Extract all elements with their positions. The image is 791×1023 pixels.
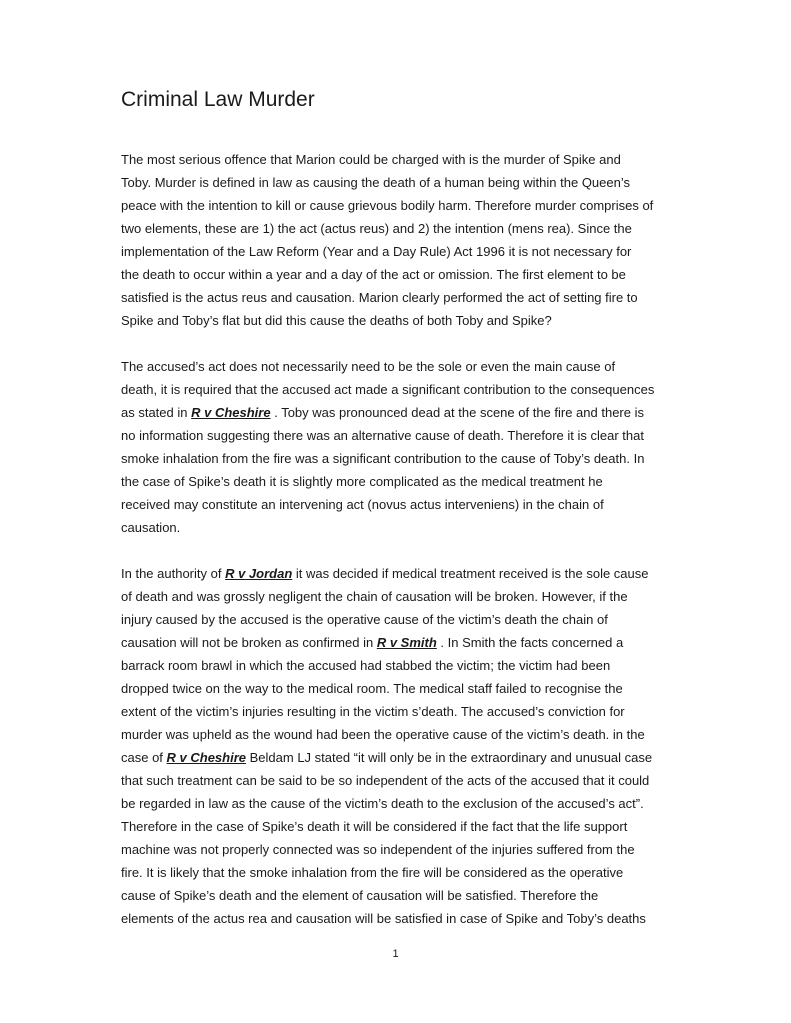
text-segment: the case of Spike’s death it is slightly more complicated as the medical treatment he: [121, 474, 603, 489]
text-line: [121, 746, 673, 769]
paragraph: [121, 562, 673, 930]
text-segment: as stated in: [121, 405, 192, 420]
text-segment: cause of Spike’s death and the element of causation will be satisfied. Therefore the: [121, 888, 599, 903]
page-number: 1: [392, 948, 399, 960]
text-line: [121, 769, 673, 792]
text-line: [121, 585, 673, 608]
paragraph: [121, 148, 673, 332]
text-segment: Spike and Toby’s flat but did this cause the deaths of both Toby and Spike?: [121, 313, 552, 328]
text-segment: machine was not properly connected was so independent of the injuries suffered from the: [121, 842, 635, 857]
text-line: [121, 815, 673, 838]
text-segment: it was decided if medical treatment received is the sole cause: [292, 566, 649, 581]
text-segment: Toby. Murder is defined in law as causing the death of a human being within the Queen’s: [121, 175, 630, 190]
text-line: [121, 562, 673, 585]
text-segment: no information suggesting there was an alternative cause of death. Therefore it is clear that: [121, 428, 644, 443]
text-line: [121, 493, 673, 516]
text-segment: peace with the intention to kill or cause grievous bodily harm. Therefore murder comprises of: [121, 198, 654, 213]
text-line: [121, 516, 673, 539]
text-line: [121, 907, 673, 930]
text-segment: causation.: [121, 520, 181, 535]
text-segment: that such treatment can be said to be so independent of the acts of the accused that it could: [121, 773, 650, 788]
text-line: [121, 309, 673, 332]
text-segment: smoke inhalation from the fire was a significant contribution to the cause of Toby’s death. In: [121, 451, 645, 466]
text-segment: fire. It is likely that the smoke inhalation from the fire will be considered as the operative: [121, 865, 624, 880]
text-segment: barrack room brawl in which the accused had stabbed the victim; the victim had been: [121, 658, 611, 673]
text-segment: Therefore in the case of Spike’s death it will be considered if the fact that the life support: [121, 819, 628, 834]
text-segment: In the authority of: [121, 566, 226, 581]
text-line: [121, 608, 673, 631]
text-line: [121, 677, 673, 700]
text-line: [121, 217, 673, 240]
text-segment: murder was upheld as the wound had been the operative cause of the victim’s death. in the: [121, 727, 645, 742]
text-segment: be regarded in law as the cause of the victim’s death to the exclusion of the accused’s act”.: [121, 796, 644, 811]
text-line: [121, 240, 673, 263]
case-citation: R v Jordan: [225, 566, 293, 581]
text-line: [121, 286, 673, 309]
text-line: [121, 470, 673, 493]
text-segment: satisfied is the actus reus and causation. Marion clearly performed the act of setting fire to: [121, 290, 638, 305]
text-segment: The accused’s act does not necessarily need to be the sole or even the main cause of: [121, 359, 616, 374]
text-line: [121, 792, 673, 815]
text-segment: received may constitute an intervening act (novus actus interveniens) in the chain of: [121, 497, 604, 512]
text-line: [121, 861, 673, 884]
text-segment: . Toby was pronounced dead at the scene of the fire and there is: [270, 405, 644, 420]
text-line: [121, 171, 673, 194]
text-segment: injury caused by the accused is the operative cause of the victim’s death the chain of: [121, 612, 608, 627]
text-segment: implementation of the Law Reform (Year and a Day Rule) Act 1996 it is not necessary for: [121, 244, 632, 259]
text-line: [121, 723, 673, 746]
case-citation: R v Cheshire: [191, 405, 271, 420]
case-citation: R v Smith: [376, 635, 437, 650]
document-body: [121, 148, 673, 953]
text-line: [121, 378, 673, 401]
text-segment: The most serious offence that Marion could be charged with is the murder of Spike and: [121, 152, 621, 167]
text-segment: Beldam LJ stated “it will only be in the extraordinary and unusual case: [246, 750, 653, 765]
text-line: [121, 401, 673, 424]
text-line: [121, 838, 673, 861]
text-line: [121, 631, 673, 654]
text-line: [121, 194, 673, 217]
text-line: [121, 700, 673, 723]
text-segment: dropped twice on the way to the medical room. The medical staff failed to recognise the: [121, 681, 623, 696]
text-line: [121, 884, 673, 907]
text-segment: elements of the actus rea and causation will be satisfied in case of Spike and Toby’s deaths: [121, 911, 646, 926]
text-line: [121, 263, 673, 286]
text-segment: extent of the victim’s injuries resulting in the victim s’death. The accused’s conviction for: [121, 704, 625, 719]
text-segment: the death to occur within a year and a day of the act or omission. The first element to be: [121, 267, 626, 282]
document-title: Criminal Law Murder: [121, 88, 315, 111]
text-segment: . In Smith the facts concerned a: [436, 635, 624, 650]
text-line: [121, 654, 673, 677]
text-segment: two elements, these are 1) the act (actus reus) and 2) the intention (mens rea). Since the: [121, 221, 632, 236]
text-segment: of death and was grossly negligent the chain of causation will be broken. However, if the: [121, 589, 628, 604]
text-segment: case of: [121, 750, 167, 765]
text-line: [121, 148, 673, 171]
case-citation: R v Cheshire: [166, 750, 247, 765]
text-segment: causation will not be broken as confirmed in: [121, 635, 377, 650]
text-segment: death, it is required that the accused act made a significant contribution to the consequences: [121, 382, 655, 397]
paragraph: [121, 355, 673, 539]
text-line: [121, 424, 673, 447]
text-line: [121, 355, 673, 378]
text-line: [121, 447, 673, 470]
